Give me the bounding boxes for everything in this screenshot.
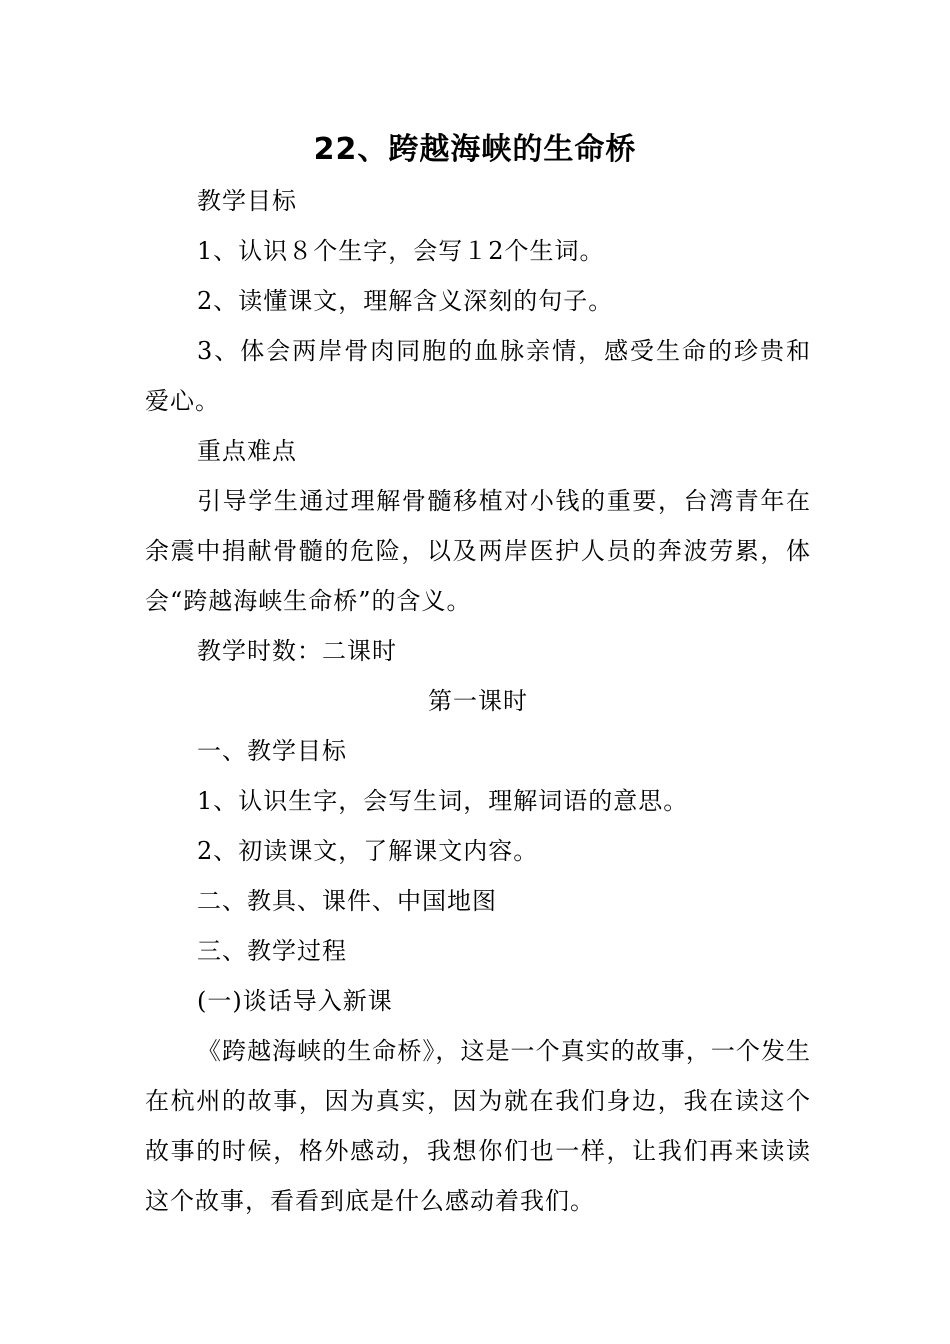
lesson-heading-first: 第一课时: [428, 687, 528, 715]
document-body: [145, 176, 811, 1226]
document-title: 22、跨越海峡的生命桥: [313, 132, 637, 167]
goal-item-3: 3、体会两岸骨肉同胞的血脉亲情，感受生命的珍贵和爱心。: [145, 337, 811, 415]
lesson-goal-1: 1、认识生字，会写生词，理解词语的意思。: [197, 787, 689, 815]
lesson-goal-2: 2、初读课文，了解课文内容。: [197, 837, 539, 865]
section-heading-1: 一、教学目标: [197, 737, 347, 765]
teaching-hours: 教学时数：二课时: [197, 637, 397, 665]
intro-paragraph: 《跨越海峡的生命桥》，这是一个真实的故事，一个发生在杭州的故事，因为真实，因为就在我们身边，我在读这个故事的时候，格外感动，我想你们也一样，让我们再来读读这个故事，看看到底是什么感动着我们。: [145, 1037, 811, 1215]
section-heading-2: 二、教具、课件、中国地图: [197, 887, 497, 915]
goal-item-1: 1、认识８个生字，会写１2个生词。: [197, 237, 605, 265]
goal-item-2: 2、读懂课文，理解含义深刻的句子。: [197, 287, 614, 315]
section-heading-teaching-goals: 教学目标: [197, 187, 297, 215]
subsection-heading: (一)谈话导入新课: [197, 987, 393, 1015]
section-heading-3: 三、教学过程: [197, 937, 347, 965]
section-heading-key-points: 重点难点: [197, 437, 297, 465]
key-points-paragraph: 引导学生通过理解骨髓移植对小钱的重要，台湾青年在余震中捐献骨髓的危险，以及两岸医护人员的奔波劳累，体会“跨越海峡生命桥”的含义。: [145, 487, 811, 615]
